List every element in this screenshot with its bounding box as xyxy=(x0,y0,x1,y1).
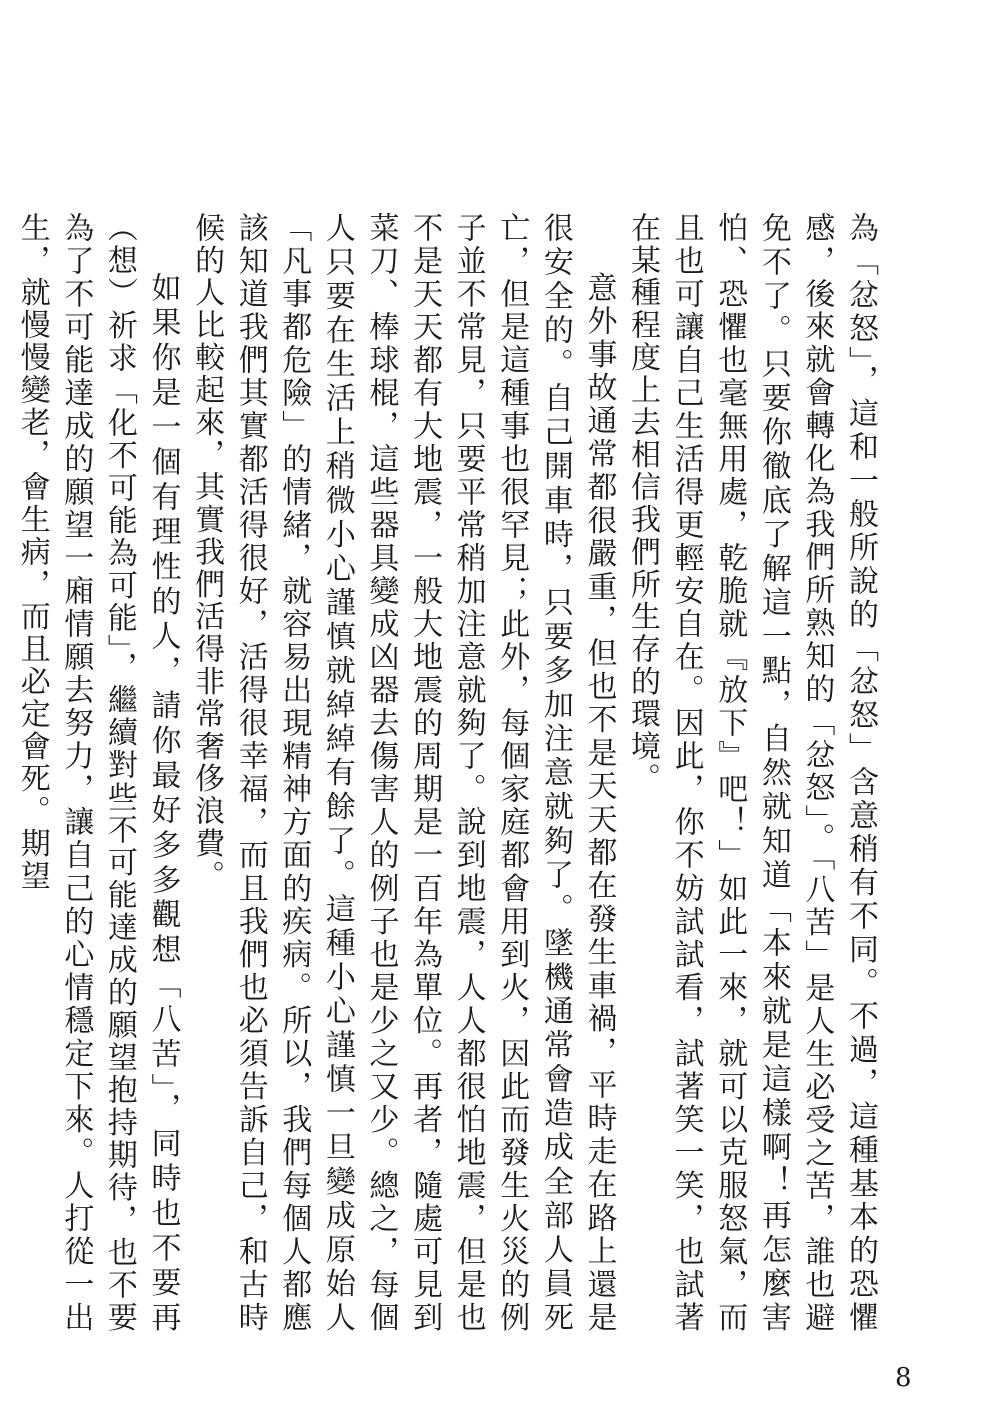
body-text xyxy=(14,212,882,1334)
paragraph-2: 意外事故通常都很嚴重，但也不是天天都在發生車禍，平時走在路上還是很安全的。自己開車時，只要多加注意就夠了。墜機通常會造成全部人員死亡，但是這種事也很罕見；此外，每個家庭都會用到火，因此而發生火災的例子並不常見，只要平常稍加注意就夠了。說到地震，人人都很怕地震，但是也不是天天都有大地震，一般大地震的周期是一百年為單位。再者，隨處可見到菜刀、棒球棍，這些器具變成凶器去傷害人的例子也是少之又少。總之，每個人只要在生活上稍微小心謹慎就綽綽有餘了。這種小心謹慎一旦變成原始人「凡事都危險」的情緒，就容易出現精神方面的疾病。所以，我們每個人都應該知道我們其實都活得很好，活得很幸福，而且我們也必須告訴自己，和古時候的人比較起來，其實我們活得非常奢侈浪費。 xyxy=(189,212,617,1334)
page-number: 8 xyxy=(895,1363,912,1393)
paragraph-1: 為「忿怒」，這和一般所說的「忿怒」含意稍有不同。不過，這種基本的恐懼感，後來就會轉化為我們所熟知的「忿怒」。「八苦」是人生必受之苦，誰也避免不了。只要你徹底了解這一點，自然就知道「本來就是這樣啊！再怎麼害怕、恐懼也毫無用處，乾脆就『放下』吧！」如此一來，就可以克服怒氣，而且也可讓自己生活得更輕安自在。因此，你不妨試試看，試著笑一笑，也試著在某種程度上去相信我們所生存的環境。 xyxy=(625,212,878,1334)
paragraph-3: 如果你是一個有理性的人，請你最好多多觀想「八苦」，同時也不要再（想）祈求「化不可能為可能」，繼續對些不可能達成的願望抱持期待，也不要為了不可能達成的願望一廂情願去努力，讓自己的心情穩定下來。人打從一出生，就慢慢變老，會生病，而且必定會死。期望 xyxy=(14,212,181,1334)
